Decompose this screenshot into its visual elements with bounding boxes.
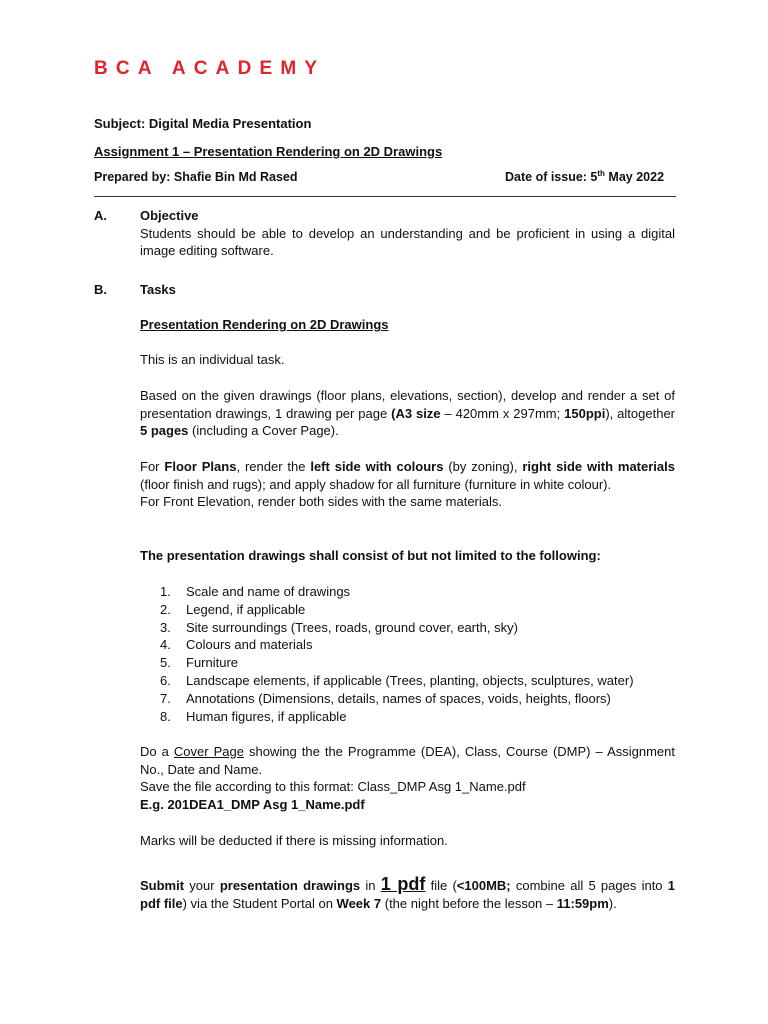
cover-page-paragraph	[140, 743, 675, 813]
drawings-text-4: (including a Cover Page).	[188, 423, 339, 439]
resolution: 150ppi	[564, 405, 606, 421]
list-intro: The presentation drawings shall consist of but not limited to the following:	[140, 548, 601, 563]
prepared-by: Prepared by: Shafie Bin Md Rased	[94, 170, 298, 184]
left-side-label: left side with colours	[310, 459, 444, 474]
drawings-text-2: – 420mm x 297mm;	[440, 405, 565, 421]
list-item-text: Scale and name of drawings	[186, 584, 351, 599]
list-item-text: Legend, if applicable	[186, 601, 306, 617]
section-a-block	[140, 207, 675, 260]
floor-text-4: (floor finish and rugs); and apply shadow for all furniture (furniture in white colour).	[140, 476, 612, 492]
cover-text-2: showing the the Programme (DEA), Class, Course (DMP) – Assignment No., Date and Name.	[140, 744, 676, 777]
submit-text-5: ) via the Student Portal on	[182, 895, 337, 911]
week-label: Week 7	[336, 895, 382, 911]
list-item-number: 5.	[160, 655, 171, 671]
a3-size: (A3 size	[391, 405, 441, 421]
one-pdf-label: 1 pdf	[380, 874, 426, 894]
date-ordinal: th	[597, 168, 605, 178]
submit-text-2: in	[360, 878, 381, 893]
page-count: 5 pages	[140, 423, 189, 439]
submission-paragraph	[140, 876, 675, 912]
assignment-title: Assignment 1 – Presentation Rendering on 2D Drawings	[94, 144, 443, 159]
list-item-text: Site surroundings (Trees, roads, ground cover, earth, sky)	[186, 619, 518, 635]
save-format-text: Save the file according to this format: Class_DMP Asg 1_Name.pdf	[140, 779, 526, 795]
cover-page-label: Cover Page	[173, 744, 244, 759]
list-item-text: Human figures, if applicable	[186, 708, 347, 724]
list-item	[160, 619, 634, 637]
list-item-number: 4.	[160, 637, 171, 653]
submit-text-6: (the night before the lesson –	[381, 895, 557, 911]
submit-text-1: your	[184, 878, 220, 893]
submit-text-7: ).	[608, 895, 617, 911]
section-b-marker: B.	[94, 282, 107, 297]
list-item-number: 6.	[160, 672, 171, 688]
marks-warning: Marks will be deducted if there is missing information.	[140, 833, 448, 848]
section-b-title: Tasks	[140, 282, 176, 297]
size-limit: <100MB;	[456, 878, 511, 893]
drawings-text-1: Based on the given drawings (floor plans, elevations, section), develop and render a set of presentation drawings, 1 drawing per page	[140, 388, 675, 421]
list-item	[160, 601, 634, 619]
list-item-number: 2.	[160, 601, 171, 617]
floor-text-3: (by zoning),	[443, 459, 523, 474]
subject-line: Subject: Digital Media Presentation	[94, 116, 312, 131]
list-item-number: 7.	[160, 690, 171, 706]
deadline-time: 11:59pm	[556, 895, 609, 911]
list-item-text: Colours and materials	[186, 637, 313, 653]
date-of-issue	[505, 169, 664, 187]
floor-plans-label: Floor Plans	[164, 459, 237, 474]
list-item	[160, 690, 634, 708]
list-item-number: 3.	[160, 619, 171, 635]
header-divider	[94, 196, 676, 197]
one-pdf-file-label: 1 pdf file	[140, 878, 675, 911]
requirements-list	[160, 583, 634, 725]
section-a-title: Objective	[140, 208, 199, 223]
list-item	[160, 636, 634, 654]
section-a-marker: A.	[94, 208, 107, 223]
drawings-paragraph	[140, 387, 675, 440]
submit-text-4: combine all 5 pages into	[510, 878, 668, 893]
list-item-text: Landscape elements, if applicable (Trees, planting, objects, sculptures, water)	[186, 672, 634, 688]
example-filename: E.g. 201DEA1_DMP Asg 1_Name.pdf	[140, 796, 365, 812]
submit-text-3: file (	[425, 878, 457, 893]
submit-label: Submit	[140, 878, 185, 893]
list-item	[160, 708, 634, 726]
list-item	[160, 672, 634, 690]
list-item	[160, 654, 634, 672]
right-side-label: right side with materials	[522, 459, 675, 474]
list-item-number: 1.	[160, 584, 171, 599]
list-item	[160, 583, 634, 601]
section-a-text: Students should be able to develop an understanding and be proficient in using a digital image editing software.	[140, 225, 675, 259]
date-prefix: Date of issue: 5	[505, 170, 598, 184]
individual-task-text: This is an individual task.	[140, 352, 285, 367]
date-suffix: May 2022	[604, 170, 665, 184]
cover-text-1: Do a	[140, 744, 174, 759]
floor-text-1: For	[140, 459, 165, 474]
drawings-text-3: ), altogether	[605, 405, 675, 421]
floor-plans-paragraph	[140, 458, 675, 511]
bca-academy-logo: BCA ACADEMY	[94, 58, 326, 79]
list-item-text: Furniture	[186, 655, 239, 671]
presentation-drawings-label: presentation drawings	[219, 878, 361, 893]
list-item-text: Annotations (Dimensions, details, names of spaces, voids, heights, floors)	[186, 690, 611, 706]
list-item-number: 8.	[160, 708, 171, 724]
front-elevation-text: For Front Elevation, render both sides with the same materials.	[140, 494, 502, 510]
floor-text-2: , render the	[236, 459, 311, 474]
tasks-subtitle: Presentation Rendering on 2D Drawings	[140, 317, 389, 332]
